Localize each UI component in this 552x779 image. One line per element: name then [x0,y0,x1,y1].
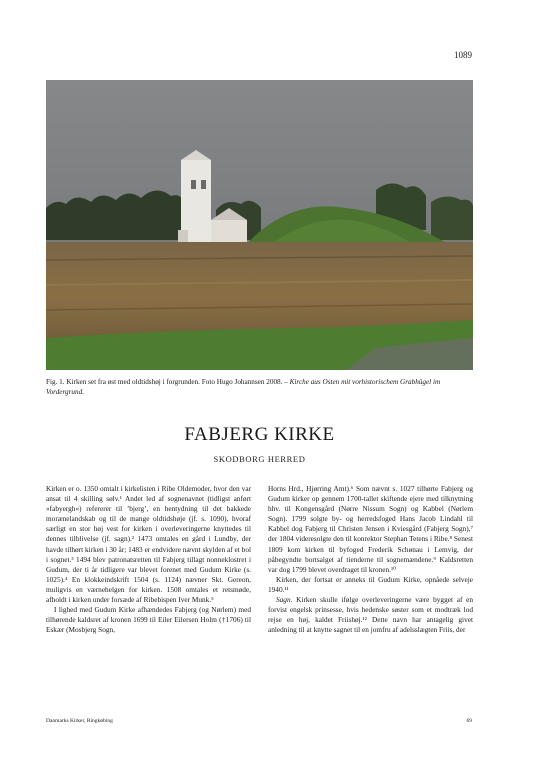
text-column-left [46,484,251,635]
paragraph: Kirken er o. 1350 omtalt i kirkelisten i Ribe Oldemoder, hvor den var ansat til 4 skilling sølv.¹ Andet led af sognenavnet (tidligst anført »fabyergh«) refererer til ’bjerg’, en hentydning til det bakkede morænelandskab og til de mange oldtidshøje (jf. s. 1090), hvoraf særligt en stor høj vest for kirken i overleveringerne knyttedes til dennes tilblivelse (jf. sagn).² 1473 omtales en gård i Lundby, der havde tilhørt kirken i 30 år; 1483 er endvidere nævnt skylden af et bol i sognet.³ 1494 blev patronatsretten til Fabjerg tillagt nonneklostret i Gudum, der ti år tidligere var blevet forenet med Gudum Kirke (s. 1025).⁴ En klokkeindskrift 1504 (s. 1124) nævner Skt. Gereon, muligvis en værnehelgen for kirken. 1508 omtales et retsmøde, afholdt i kirken under forsæde af Ribebispen Iver Munk.⁵ [46,484,251,605]
caption-german: Kirche aus Osten mit vorhistorischem Grabhügel im Vordergrund. [46,378,441,397]
sagn-label: Sagn. [276,595,293,605]
caption-text: Fig. 1. Kirken set fra øst med oldtidshøj i forgrunden. Foto Hugo Johannsen 2008. – [46,378,290,386]
figure-caption [46,377,473,398]
church-tower [181,160,211,242]
footer-source: Danmarks Kirker, Ringkøbing [46,718,113,724]
paragraph: I lighed med Gudum Kirke afhændedes Fabjerg (og Nørlem) med tilhørende kaldsret af kronen 1699 til Eiler Eilersen Holm (†1706) til Eskær (Mosbjerg Sogn, [46,605,251,635]
text-column-right [268,484,473,635]
paragraph: Kirken, der fortsat er anneks til Gudum Kirke, opnåede selveje 1940.¹¹ [268,574,473,594]
church-photo [46,80,473,370]
page-subtitle: SKODBORG HERRED [213,454,306,464]
paragraph: Horns Hrd., Hjørring Amt).⁶ Som nævnt s. 1027 tilhørte Fabjerg og Gudum kirker op gennem 1700-tallet skiftende ejere med tilknytning hhv. til Kongensgård (Nørre Nissum Sogn) og Kabbel (Nørlem Sogn). 1799 solgte by- og herredsfoged Hans Jacob Lindahl til Kabbel dog Fabjerg til Christen Jensen i Kviesgård (Fabjerg Sogn),⁷ der 1804 videresolgte den til konrektor Stephan Tetens i Ribe.⁸ Senest 1809 kom kirken til byfoged Frederik Schønau i Lemvig, der påbegyndte bortsalget af tienderne til sognemændene.⁹ Kaldsretten var dog 1799 blevet overdraget til kronen.¹⁰ [268,484,473,574]
sagn-text: Kirken skulle ifølge overleveringerne være bygget af en forvist engelsk prinsesse, hvis hedenske søster som et modtræk lod rejse en høj, kaldet Friishøj.¹² Dette navn har antagelig givet anledning til at knytte sagnet til en jomfru af adelsslægten Friis, der [268,595,473,635]
page-number: 1089 [454,50,472,60]
paragraph [268,595,473,635]
page-title: FABJERG KIRKE [184,424,335,445]
footer-page-number: 69 [466,718,472,724]
